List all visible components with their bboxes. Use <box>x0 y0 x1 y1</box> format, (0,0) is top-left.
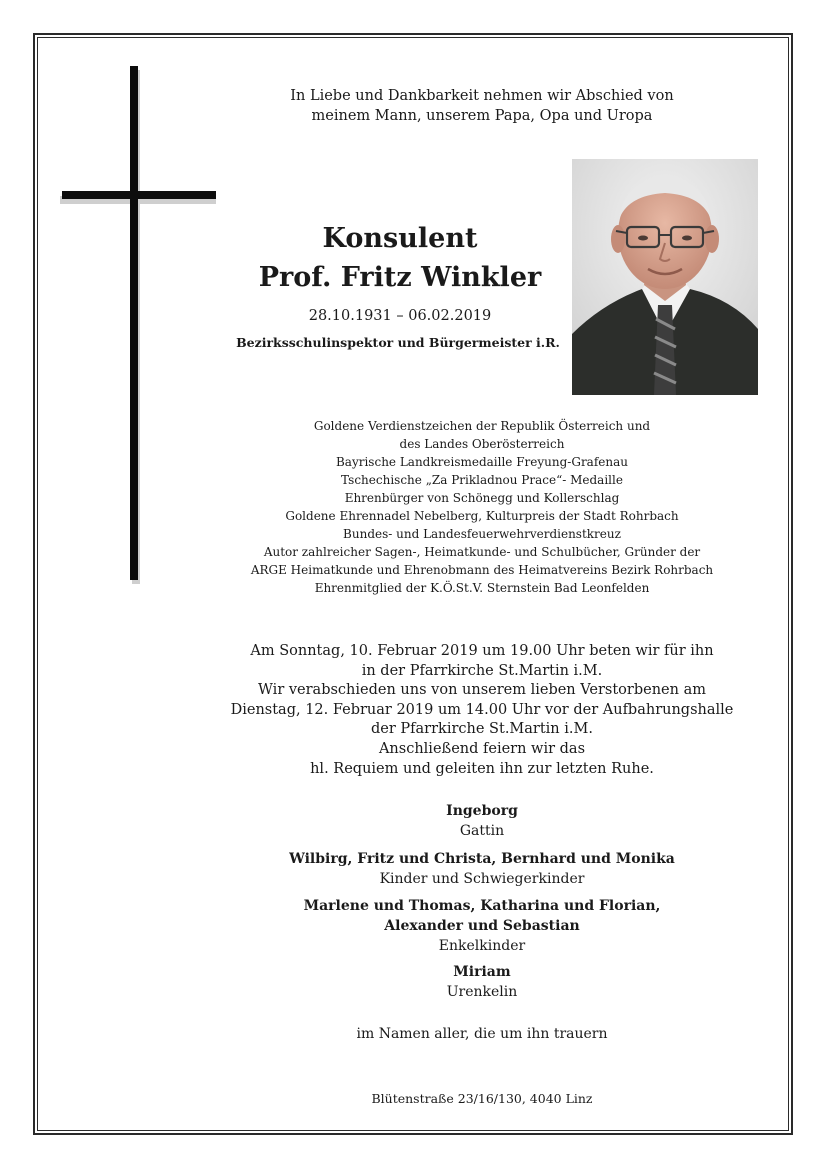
deceased-honorific: Konsulent <box>322 223 478 254</box>
service-line: Dienstag, 12. Februar 2019 um 14.00 Uhr vor der Aufbahrungshalle <box>230 701 734 718</box>
honor-line: Goldene Verdienstzeichen der Republik Österreich und <box>313 419 651 433</box>
family-grandchildren <box>182 896 782 956</box>
closing-line: im Namen aller, die um ihn trauern <box>356 1026 608 1042</box>
intro-text <box>240 86 724 126</box>
honors-list <box>222 417 742 597</box>
service-line: der Pfarrkirche St.Martin i.M. <box>371 721 593 738</box>
service-line: hl. Requiem und geleiten ihn zur letzten Ruhe. <box>310 760 654 777</box>
spouse-role: Gattin <box>459 823 505 839</box>
honor-line: Tschechische „Za Prikladnou Prace“- Medaille <box>341 473 623 487</box>
intro-line: meinem Mann, unserem Papa, Opa und Uropa <box>311 108 653 124</box>
address: Blütenstraße 23/16/130, 4040 Linz <box>371 1091 593 1106</box>
profession: Bezirksschulinspektor und Bürgermeister i.R. <box>236 335 560 350</box>
honor-line: Ehrenmitglied der K.Ö.St.V. Sternstein Bad Leonfelden <box>314 581 650 595</box>
family-spouse <box>182 801 782 841</box>
children-role: Kinder und Schwiegerkinder <box>379 871 585 887</box>
spouse-name: Ingeborg <box>446 803 518 819</box>
deceased-name: Prof. Fritz Winkler <box>258 262 542 293</box>
intro-line: In Liebe und Dankbarkeit nehmen wir Abschied von <box>290 88 674 104</box>
honor-line: Ehrenbürger von Schönegg und Kollerschlag <box>344 491 620 505</box>
cross-icon <box>58 64 220 586</box>
honor-line: Autor zahlreicher Sagen-, Heimatkunde- und Schulbücher, Gründer der <box>263 545 701 559</box>
service-line: Wir verabschieden uns von unserem lieben Verstorbenen am <box>258 682 706 699</box>
grandchildren-role: Enkelkinder <box>438 938 526 954</box>
grandchildren-names: Marlene und Thomas, Katharina und Florian, <box>303 898 661 914</box>
children-names: Wilbirg, Fritz und Christa, Bernhard und Monika <box>289 851 675 867</box>
family-children <box>182 849 782 889</box>
great-grandchild-role: Urenkelin <box>446 984 518 1000</box>
honor-line: des Landes Oberösterreich <box>399 437 565 451</box>
service-line: Anschließend feiern wir das <box>378 740 586 757</box>
service-line: in der Pfarrkirche St.Martin i.M. <box>361 662 603 679</box>
life-dates: 28.10.1931 – 06.02.2019 <box>308 308 492 324</box>
honor-line: Goldene Ehrennadel Nebelberg, Kulturpreis der Stadt Rohrbach <box>285 509 679 523</box>
honor-line: Bayrische Landkreismedaille Freyung-Grafenau <box>335 455 628 469</box>
honor-line: Bundes- und Landesfeuerwehrverdienstkreuz <box>343 527 621 541</box>
service-line: Am Sonntag, 10. Februar 2019 um 19.00 Uhr beten wir für ihn <box>250 643 714 659</box>
honor-line: ARGE Heimatkunde und Ehrenobmann des Heimatvereins Bezirk Rohrbach <box>250 563 714 577</box>
family-great-grandchild <box>182 962 782 1002</box>
service-details <box>182 642 782 779</box>
great-grandchild-name: Miriam <box>453 964 511 980</box>
grandchildren-names: Alexander und Sebastian <box>384 918 580 934</box>
